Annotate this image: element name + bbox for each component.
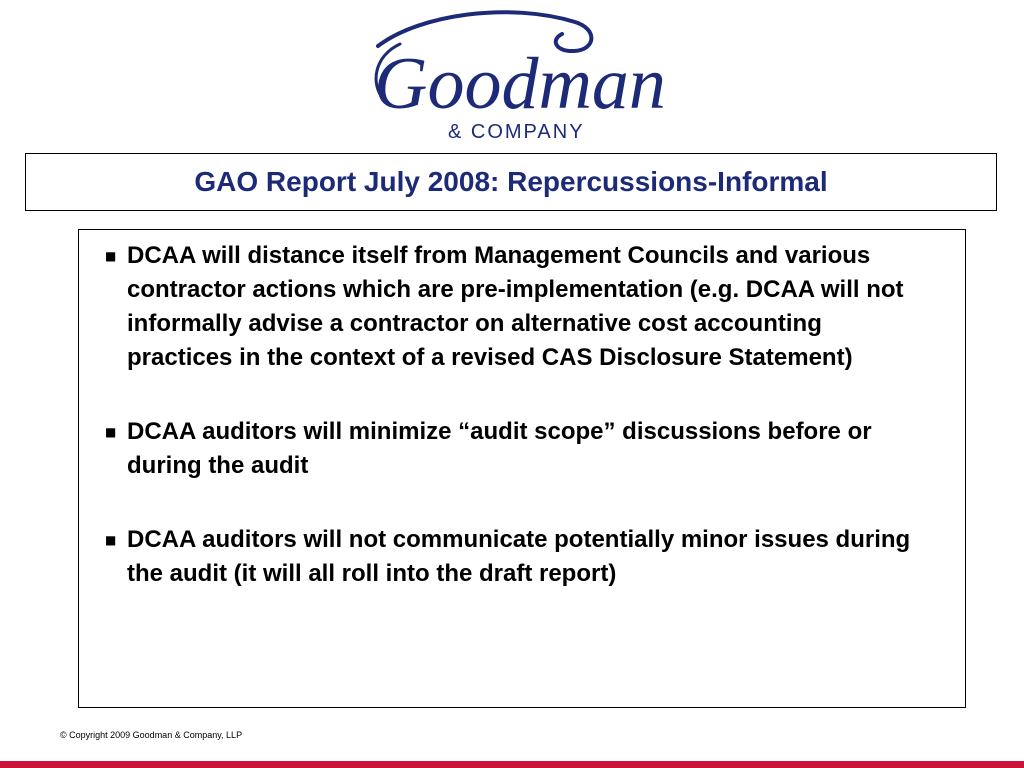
bullet-text: DCAA auditors will not communicate potentially minor issues during the audit (it will all roll into the draft report) <box>127 526 911 587</box>
bullet-text: DCAA auditors will minimize “audit scope” discussions before or during the audit <box>127 418 872 479</box>
bullet-item <box>105 523 915 591</box>
copyright-footer: © Copyright 2009 Goodman & Company, LLP <box>60 730 243 740</box>
content-box <box>78 229 966 708</box>
bullet-list <box>105 239 915 631</box>
title-box <box>25 153 997 211</box>
bullet-item <box>105 239 915 375</box>
bullet-text: DCAA will distance itself from Management Councils and various contractor actions which are pre-implementation (e.g. DCAA will not informally advise a contractor on alternative cost accounting practices in the context of a revised CAS Disclosure Statement) <box>127 242 904 371</box>
logo-name-text: Goodman <box>374 43 666 125</box>
bullet-item <box>105 415 915 483</box>
goodman-company-logo <box>360 4 666 150</box>
square-bullet-icon: ■ <box>105 249 117 263</box>
square-bullet-icon: ■ <box>105 425 117 439</box>
square-bullet-icon: ■ <box>105 533 117 547</box>
logo-sub-text: & COMPANY <box>448 121 585 143</box>
bottom-accent-bar <box>0 761 1024 768</box>
slide-title: GAO Report July 2008: Repercussions-Informal <box>194 166 828 197</box>
